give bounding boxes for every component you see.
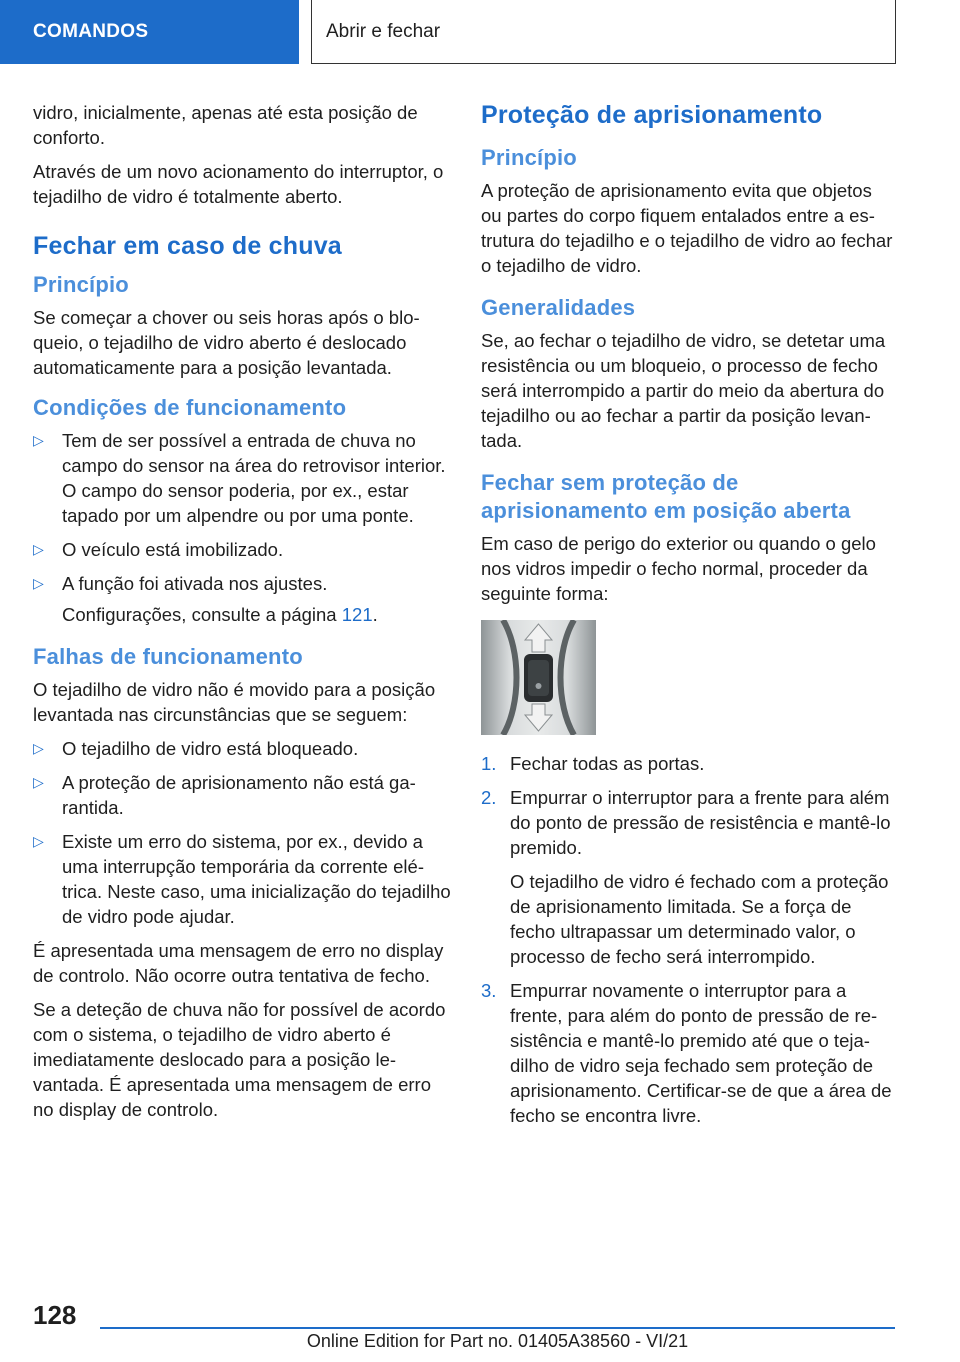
intro-paragraph-2: Através de um novo acionamento do interruptor, o tejadilho de vidro é totalmente aberto. xyxy=(33,161,444,207)
section-label: COMANDOS xyxy=(33,21,149,42)
close-intro-paragraph: Em caso de perigo do exterior ou quando o gelo nos vidros impedir o fecho normal, proceder da seguinte forma: xyxy=(481,533,876,604)
triangle-bullet-icon: ▷ xyxy=(33,432,44,448)
list-item: ▷ A função foi ativada nos ajustes. xyxy=(33,573,328,594)
section-tab[interactable] xyxy=(0,0,299,64)
heading-principle-right: Princípio xyxy=(481,145,577,170)
step-number: 3. xyxy=(481,980,497,1001)
principle-paragraph: Se começar a chover ou seis horas após o bloqueio, o tejadilho de vidro aberto é deslocado automaticamente para a posição levantada. xyxy=(33,307,420,378)
list-item xyxy=(481,751,896,776)
step-number: 1. xyxy=(481,753,497,774)
switch-illustration-icon xyxy=(481,620,596,735)
conditions-list xyxy=(33,428,453,596)
left-column xyxy=(33,100,453,1131)
intro-paragraph-1: vidro, inicialmente, apenas até esta posição de conforto. xyxy=(33,102,418,148)
page-number: 128 xyxy=(33,1300,77,1330)
list-item: ▷ A proteção de aprisionamento não está garantida. xyxy=(33,772,416,818)
rain-detection-paragraph: Se a deteção de chuva não for possível de acordo com o sistema, o tejadilho de vidro aberto é imediatamente deslocado para a posição levantada. É apresentada uma mensagem de erro no display de controlo. xyxy=(33,999,446,1120)
footer-divider xyxy=(100,1327,895,1329)
step-text: Empurrar o interruptor para a frente para além do ponto de pressão de resistência e mantê-lo premido. xyxy=(510,787,891,858)
heading-close-rain: Fechar em caso de chuva xyxy=(33,232,342,260)
list-item xyxy=(481,785,896,969)
list-item: ▷ Existe um erro do sistema, por ex., devido a uma interrupção temporária da corrente elétrica. Neste caso, uma inicialização do tejadilho de vidro pode ajudar. xyxy=(33,831,451,927)
page-link[interactable]: 121 xyxy=(341,604,373,625)
roof-switch-figure xyxy=(481,620,596,735)
list-item xyxy=(481,978,896,1128)
chapter-title-text: Abrir e fechar xyxy=(326,20,441,42)
right-column xyxy=(481,100,896,1137)
protection-principle-paragraph: A proteção de aprisionamento evita que objetos ou partes do corpo fiquem entalados entre a estrutura do tejadilho e o tejadilho de vidro ao fechar o tejadilho de vidro. xyxy=(481,180,893,276)
step-number: 2. xyxy=(481,787,497,808)
heading-general: Generalidades xyxy=(481,295,636,320)
step-text: Empurrar novamente o interruptor para a frente, para além do ponto de pressão de resistência e mantê-lo premido até que o tejadilho de vidro seja fechado sem proteção de aprisionamento. Certificar-se de que a área de fecho se encontra livre. xyxy=(510,980,892,1126)
step-continuation: O tejadilho de vidro é fechado com a proteção de aprisionamento limitada. Se a força de fecho ultrapassar um determinado valor, o processo de fecho será interrompido. xyxy=(510,871,889,967)
steps-list xyxy=(481,751,896,1128)
heading-protection: Proteção de aprisionamento xyxy=(481,101,823,129)
list-item: ▷ Tem de ser possível a entrada de chuva no campo do sensor na área do retrovisor interior. O campo do sensor poderia, por ex., estar tapado por um alpendre ou por uma ponte. xyxy=(33,430,446,526)
triangle-bullet-icon: ▷ xyxy=(33,833,44,849)
heading-principle: Princípio xyxy=(33,272,129,297)
footer-edition: Online Edition for Part no. 01405A38560 - VI/21 xyxy=(306,1331,689,1351)
triangle-bullet-icon: ▷ xyxy=(33,575,44,591)
settings-reference: Configurações, consulte a página 121. xyxy=(62,604,378,625)
triangle-bullet-icon: ▷ xyxy=(33,541,44,557)
error-message-paragraph: É apresentada uma mensagem de erro no display de controlo. Não ocorre outra tentativa de fecho. xyxy=(33,940,444,986)
triangle-bullet-icon: ▷ xyxy=(33,774,44,790)
chapter-title xyxy=(311,0,896,64)
heading-conditions: Condições de funcionamento xyxy=(33,395,347,420)
step-text: Fechar todas as portas. xyxy=(510,753,705,774)
list-item: ▷ O veículo está imobilizado. xyxy=(33,539,284,560)
list-item: ▷ O tejadilho de vidro está bloqueado. xyxy=(33,738,359,759)
failures-intro: O tejadilho de vidro não é movido para a posição levantada nas circunstâncias que se seguem: xyxy=(33,679,436,725)
heading-failures: Falhas de funcionamento xyxy=(33,644,303,669)
triangle-bullet-icon: ▷ xyxy=(33,740,44,756)
heading-close-no-protection: Fechar sem proteção de aprisionamento em posição aberta xyxy=(481,470,851,523)
failures-list xyxy=(33,736,453,929)
general-paragraph: Se, ao fechar o tejadilho de vidro, se detetar uma resistência ou um bloqueio, o processo de fecho será interrompido a partir do meio da abertura do tejadilho ou ao fechar a partir da posição levantada. xyxy=(481,330,886,451)
